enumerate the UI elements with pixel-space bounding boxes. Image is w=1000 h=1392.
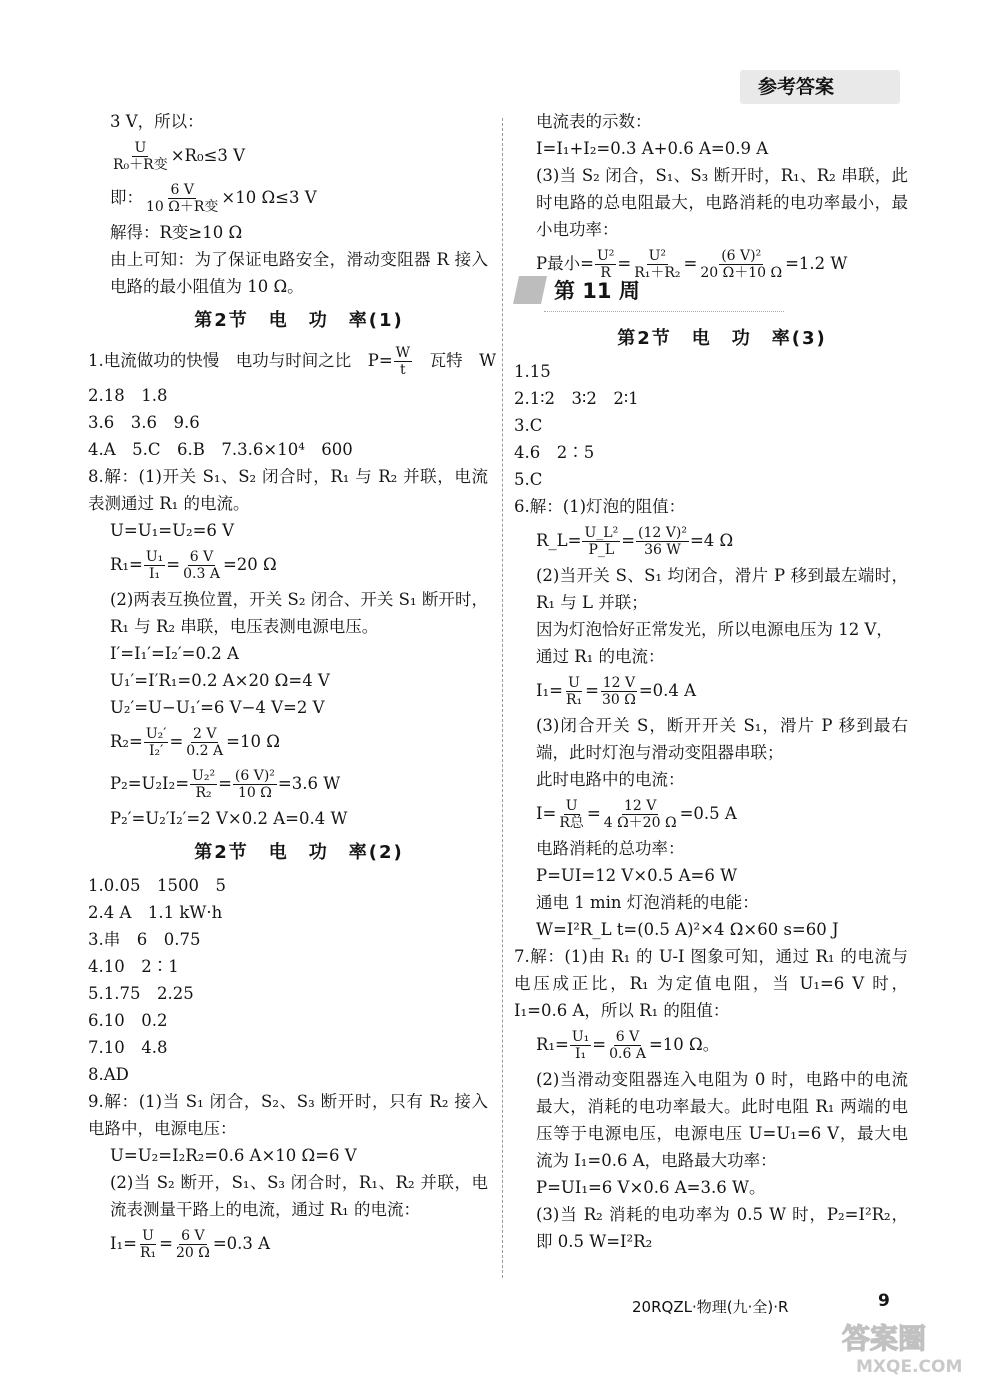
fraction: $\frac{6 V}{20 \Omega}$ xyxy=(175,1228,210,1261)
formula-line: I′=I₁′=I₂′=0.2 A xyxy=(110,644,239,663)
formula-line: I=I₁+I₂=0.3 A+0.6 A=0.9 A xyxy=(536,139,769,158)
answer-line: 3.串 6 0.75 xyxy=(88,930,201,949)
fraction: $\frac{\text{U₂′}}{\text{I₂′}}$ xyxy=(145,726,167,759)
answer-line: 6.解：(1)灯泡的阻值： xyxy=(514,497,686,516)
text-line: 电流表的示数： xyxy=(536,112,652,131)
formula-line: P=UI₁=6 V×0.6 A=3.6 W。 xyxy=(536,1178,766,1197)
text-line: 电路消耗的总功率： xyxy=(536,839,685,858)
fraction: $\frac{\text{U₁}}{\text{I₁}}$ xyxy=(145,549,164,582)
section-heading: 第2节 电 功 率(2) xyxy=(194,842,404,863)
formula-line: R₁= $\frac{\text{U₁}}{\text{I₁}}$ = $\frac{6 V}{0.3 A}$ =20 Ω xyxy=(110,549,277,582)
paragraph: (3)当 R₂ 消耗的电功率为 0.5 W 时，P₂=I²R₂，即 0.5 W=I²R₂ xyxy=(536,1205,908,1251)
answer-line: 1.15 xyxy=(514,362,551,381)
text-line: 3 V，所以： xyxy=(110,112,204,131)
week-underline xyxy=(544,311,784,312)
right-column-lower xyxy=(514,318,908,1255)
formula-line: U₁′=I′R₁=0.2 A×20 Ω=4 V xyxy=(110,671,330,690)
answer-line: 1.电流做功的快慢 电功与时间之比 P= $\frac{W}{t}$ 瓦特 W xyxy=(88,345,497,378)
fraction: $\frac{U}{\text{R总}}$ xyxy=(559,798,584,831)
fraction: $\frac{12 V}{4 \Omega+20 \Omega}$ xyxy=(603,798,677,831)
fraction: $\frac{\text{U₂²}}{\text{R₂}}$ xyxy=(192,768,216,801)
fraction: $\frac{\text{(6 V)²}}{10 \Omega}$ xyxy=(234,768,275,801)
answer-line: 7.10 4.8 xyxy=(88,1038,168,1057)
answer-line: 4.A 5.C 6.B 7.3.6×10⁴ 600 xyxy=(88,440,353,459)
text-line: 通过 R₁ 的电流： xyxy=(536,647,665,666)
formula-line: R_L= $\frac{\text{U\_L²}}{P\_L}$ = $\frac{\text{(12 V)²}}{36 W}$ =4 Ω xyxy=(536,525,734,558)
answer-paragraph: 9.解：(1)当 S₁ 闭合，S₂、S₃ 断开时，只有 R₂ 接入电路中，电源电压： xyxy=(88,1092,488,1138)
paragraph: (2)两表互换位置，开关 S₂ 闭合、开关 S₁ 断开时，R₁ 与 R₂ 串联，电压表测电源电压。 xyxy=(110,590,488,636)
formula-line: I₁= $\frac{U}{\text{R₁}}$ = $\frac{6 V}{20 \Omega}$ =0.3 A xyxy=(110,1228,271,1261)
formula-line: U=U₁=U₂=6 V xyxy=(110,521,235,540)
page-number: 9 xyxy=(878,1291,890,1311)
formula-line: R₂= $\frac{\text{U₂′}}{\text{I₂′}}$ = $\frac{2 V}{0.2 A}$ =10 Ω xyxy=(110,726,280,759)
formula-line: P=UI=12 V×0.5 A=6 W xyxy=(536,866,738,885)
text-line: 此时电路中的电流： xyxy=(536,770,685,789)
answer-paragraph: 7.解：(1)由 R₁ 的 U-I 图象可知，通过 R₁ 的电流与电压成正比，R₁ 为定值电阻，当 U₁=6 V 时，I₁=0.6 A，所以 R₁ 的阻值： xyxy=(514,947,908,1020)
answer-line: 4.10 2∶1 xyxy=(88,957,179,976)
fraction: $\frac{2 V}{0.2 A}$ xyxy=(186,726,224,759)
formula-line: $\frac{U}{\text{R₀＋R变}}$ ×R₀≤3 V xyxy=(113,140,246,173)
formula-line: P₂=U₂I₂= $\frac{\text{U₂²}}{\text{R₂}}$ = $\frac{\text{(6 V)²}}{10 \Omega}$ =3.6 W xyxy=(110,768,341,801)
formula-line: U=U₂=I₂R₂=0.6 A×10 Ω=6 V xyxy=(110,1146,357,1165)
answer-line: 5.C xyxy=(514,470,543,489)
fraction: $\frac{\text{(6 V)²}}{20 \Omega+10 \Omega}$ xyxy=(700,248,783,281)
formula-line: I= $\frac{U}{\text{R总}}$ = $\frac{12 V}{4 \Omega+20 \Omega}$ =0.5 A xyxy=(536,798,737,831)
watermark-logo xyxy=(836,1318,986,1376)
watermark-text: 答案圈 xyxy=(842,1322,927,1355)
formula-line: P最小= $\frac{\text{U²}}{R}$ = $\frac{\text{U²}}{\text{R₁＋R₂}}$ = $\frac{\text{(6 V)²}}{20 \Omega+10 \Omega}$ =1.2 W xyxy=(536,248,848,281)
fraction: $\frac{\text{U₁}}{\text{I₁}}$ xyxy=(571,1029,590,1062)
fraction: $\frac{6 V}{0.6 A}$ xyxy=(609,1029,646,1062)
paragraph: (2)当 S₂ 断开，S₁、S₃ 闭合时，R₁、R₂ 并联，电流表测量干路上的电流，通过 R₁ 的电流： xyxy=(110,1173,488,1219)
fraction: $\frac{U}{\text{R₀＋R变}}$ xyxy=(113,140,168,173)
week-badge-icon xyxy=(513,276,547,304)
formula-line: I₁= $\frac{U}{\text{R₁}}$ = $\frac{12 V}{30 \Omega}$ =0.4 A xyxy=(536,675,697,708)
week-title: 第 11 周 xyxy=(554,279,640,303)
answer-line: 1.0.05 1500 5 xyxy=(88,876,226,895)
fraction: $\frac{6 V}{\text{10 Ω＋R变}}$ xyxy=(146,182,219,215)
formula-line: R₁= $\frac{\text{U₁}}{\text{I₁}}$ = $\frac{6 V}{0.6 A}$ =10 Ω。 xyxy=(536,1029,720,1062)
fraction: $\frac{\text{U\_L²}}{P\_L}$ xyxy=(584,525,619,558)
formula-line: P₂′=U₂′I₂′=2 V×0.2 A=0.4 W xyxy=(110,809,348,828)
paragraph: (3)当 S₂ 闭合，S₁、S₃ 断开时，R₁、R₂ 串联，此时电路的总电阻最大，电路消耗的电功率最小，最小电功率： xyxy=(536,166,908,239)
text-line: 解得：R变≥10 Ω xyxy=(110,223,243,242)
paragraph: 由上可知：为了保证电路安全，滑动变阻器 R 接入电路的最小阻值为 10 Ω。 xyxy=(110,250,488,296)
answer-line: 3.C xyxy=(514,416,543,435)
week-heading xyxy=(514,274,904,308)
fraction: $\frac{\text{(12 V)²}}{36 W}$ xyxy=(638,525,687,558)
formula-line: W=I²R_L t=(0.5 A)²×4 Ω×60 s=60 J xyxy=(536,920,839,939)
answer-key-tag: 参考答案 xyxy=(740,70,900,104)
answer-line: 2.4 A 1.1 kW·h xyxy=(88,903,223,922)
fraction: $\frac{6 V}{0.3 A}$ xyxy=(183,549,220,582)
fraction: $\frac{U}{\text{R₁}}$ xyxy=(565,675,583,708)
fraction: $\frac{W}{t}$ xyxy=(395,345,411,378)
answer-line: 5.1.75 2.25 xyxy=(88,984,194,1003)
section-heading: 第2节 电 功 率(3) xyxy=(617,328,827,349)
paragraph: (2)当开关 S、S₁ 均闭合，滑片 P 移到最左端时，R₁ 与 L 并联； xyxy=(536,566,908,612)
right-column xyxy=(536,108,908,285)
formula-line: U₂′=U−U₁′=6 V−4 V=2 V xyxy=(110,698,325,717)
fraction: $\frac{12 V}{30 \Omega}$ xyxy=(601,675,636,708)
fraction: $\frac{\text{U²}}{R}$ xyxy=(596,248,615,281)
answer-line: 2.18 1.8 xyxy=(88,386,168,405)
answer-line: 2.1∶2 3∶2 2∶1 xyxy=(514,389,639,408)
fraction: $\frac{U}{\text{R₁}}$ xyxy=(139,1228,157,1261)
book-code: 20RQZL·物理(九·全)·R xyxy=(632,1298,789,1316)
section-heading: 第2节 电 功 率(1) xyxy=(194,310,404,331)
column-divider xyxy=(502,118,503,1278)
text-line: 通电 1 min 灯泡消耗的电能： xyxy=(536,893,759,912)
answer-line: 8.AD xyxy=(88,1065,129,1084)
paragraph: (2)当滑动变阻器连入电阻为 0 时，电路中的电流最大，消耗的电功率最大。此时电阻 R₁ 两端的电压等于电源电压，电源电压 U=U₁=6 V，最大电流为 I₁=0.6 A，电路最大功率： xyxy=(536,1070,908,1170)
answer-paragraph: 8.解：(1)开关 S₁、S₂ 闭合时，R₁ 与 R₂ 并联，电流表测通过 R₁ 的电流。 xyxy=(88,467,488,513)
paragraph: (3)闭合开关 S，断开开关 S₁，滑片 P 移到最右端，此时灯泡与滑动变阻器串联； xyxy=(536,716,908,762)
left-column xyxy=(88,108,497,1265)
formula-line: 即： $\frac{6 V}{\text{10 Ω＋R变}}$ ×10 Ω≤3 V xyxy=(110,182,317,215)
fraction: $\frac{\text{U²}}{\text{R₁＋R₂}}$ xyxy=(634,248,681,281)
answer-line: 4.6 2∶5 xyxy=(514,443,595,462)
watermark-domain: MXQE.COM xyxy=(856,1357,963,1376)
answer-line: 3.6 3.6 9.6 xyxy=(88,413,200,432)
text-line: 因为灯泡恰好正常发光，所以电源电压为 12 V， xyxy=(536,620,893,639)
answer-line: 6.10 0.2 xyxy=(88,1011,168,1030)
